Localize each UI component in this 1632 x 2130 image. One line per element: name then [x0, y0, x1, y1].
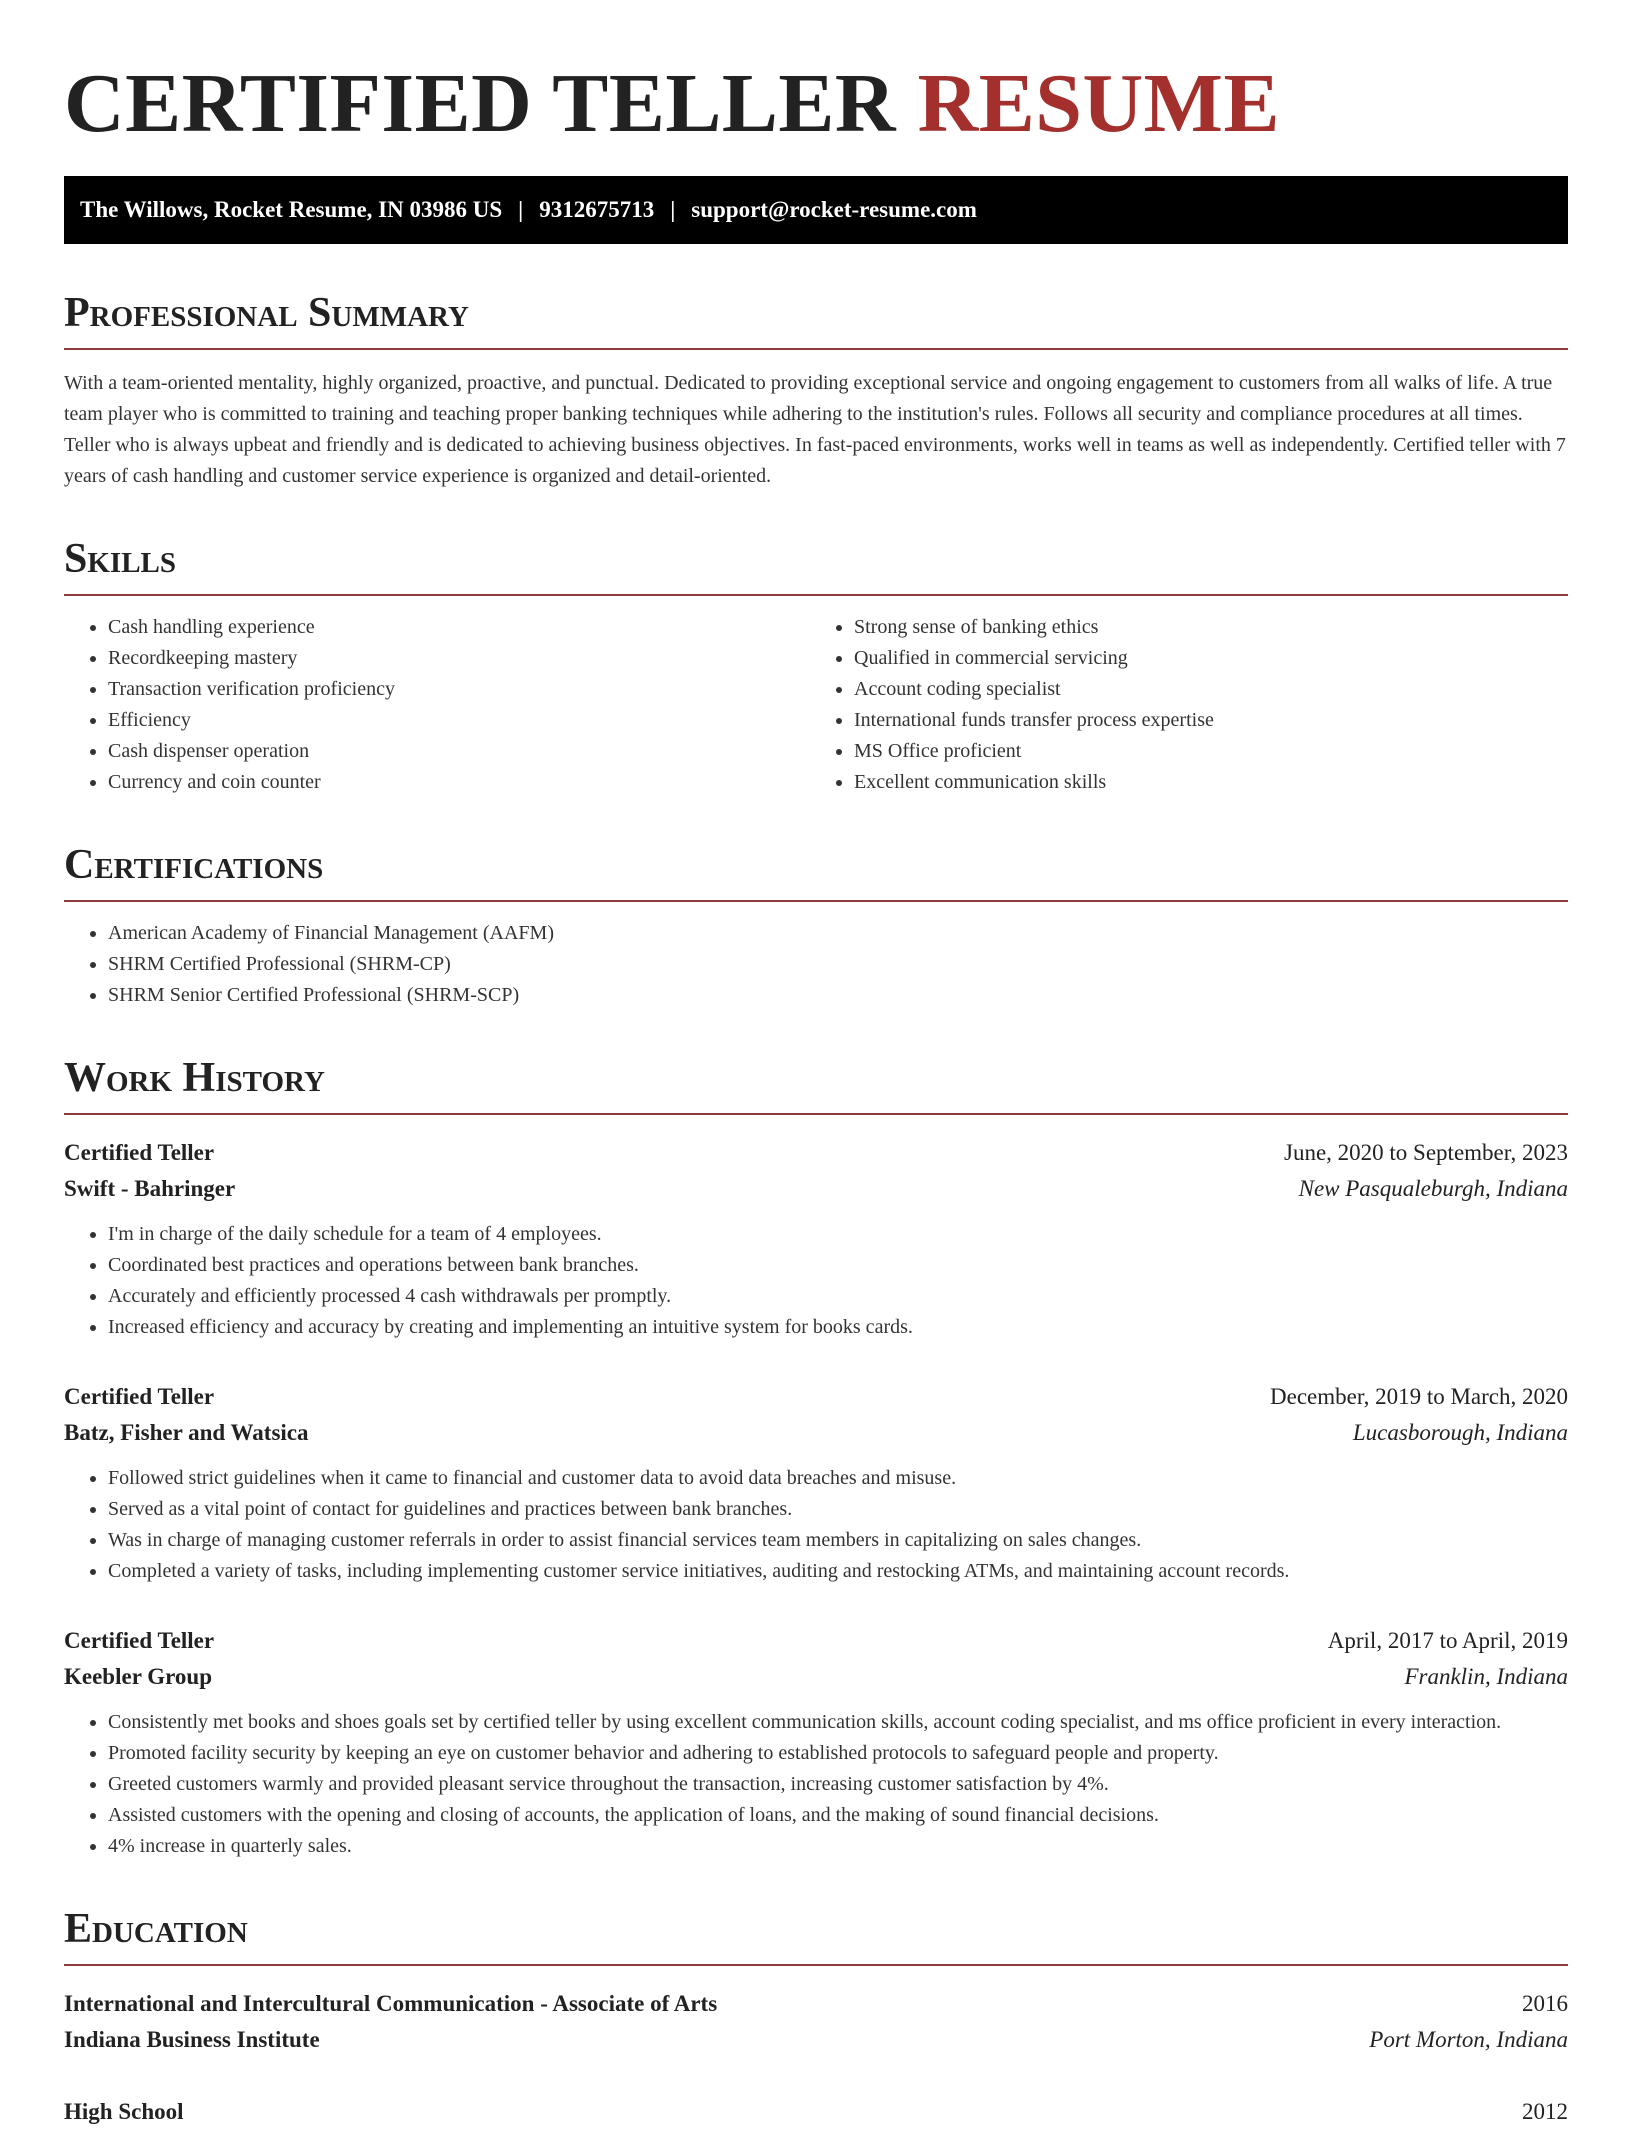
- contact-separator: |: [518, 197, 524, 222]
- job-title: Certified Teller: [64, 1384, 215, 1409]
- job-bullet: • Accurately and efficiently processed 4 cash withdrawals per promptly.: [108, 1281, 1568, 1312]
- skills-section: [64, 536, 1568, 798]
- education-location: Port Morton, Indiana: [1369, 2027, 1568, 2052]
- certification-item: • SHRM Senior Certified Professional (SHRM-SCP): [108, 980, 1568, 1011]
- job-dates: December, 2019 to March, 2020: [1270, 1384, 1568, 1409]
- job-bullet: • Followed strict guidelines when it came to financial and customer data to avoid data breaches and misuse.: [108, 1463, 1568, 1494]
- summary-text: With a team-oriented mentality, highly organized, proactive, and punctual. Dedicated to providing exceptional service and ongoing engagement to customers from all walks of life. A true team player who is committed to training and teaching proper banking techniques while adhering to the institution's rules. Follows all security and compliance procedures at all times. Teller who is always upbeat and friendly and is dedicated to achieving business objectives. In fast-paced environments, works well in teams as well as independently. Certified teller with 7 years of cash handling and customer service experience is organized and detail-oriented.: [64, 372, 1566, 487]
- job-title-row: [64, 1623, 1568, 1659]
- certifications-section: [64, 842, 1568, 1011]
- job-bullet: • Served as a vital point of contact for guidelines and practices between bank branches.: [108, 1494, 1568, 1525]
- job-bullet: • Completed a variety of tasks, including implementing customer service initiatives, auditing and restocking ATMs, and maintaining account records.: [108, 1556, 1568, 1587]
- job-company: Batz, Fisher and Watsica: [64, 1420, 309, 1445]
- education-year: 2012: [1522, 2099, 1568, 2124]
- job-bullet: • Was in charge of managing customer referrals in order to assist financial services team members in capitalizing on sales changes.: [108, 1525, 1568, 1556]
- job-bullets: [64, 1219, 1568, 1343]
- job-company: Swift - Bahringer: [64, 1176, 236, 1201]
- education-degree-row: [64, 1986, 1568, 2022]
- education-entry: [64, 2094, 1568, 2130]
- job-company-row: [64, 1659, 1568, 1695]
- certification-item: • American Academy of Financial Management (AAFM): [108, 918, 1568, 949]
- summary-section: [64, 290, 1568, 492]
- title-accent: RESUME: [917, 57, 1280, 150]
- job-company-row: [64, 1415, 1568, 1451]
- education-entry: [64, 1986, 1568, 2058]
- section-heading-education: Education: [64, 1906, 1568, 1966]
- skill-item: • Strong sense of banking ethics: [854, 612, 1568, 643]
- section-heading-work: Work History: [64, 1055, 1568, 1115]
- skill-item: • Efficiency: [108, 705, 816, 736]
- skills-grid: [64, 612, 1568, 798]
- education-school-row: [64, 2022, 1568, 2058]
- contact-email: support@rocket-resume.com: [691, 197, 977, 222]
- job-bullet: • Greeted customers warmly and provided pleasant service throughout the transaction, increasing customer satisfaction by 4%.: [108, 1769, 1568, 1800]
- contact-address: The Willows, Rocket Resume, IN 03986 US: [80, 197, 503, 222]
- skill-item: • Qualified in commercial servicing: [854, 643, 1568, 674]
- skill-item: • Recordkeeping mastery: [108, 643, 816, 674]
- job-bullet: • 4% increase in quarterly sales.: [108, 1831, 1568, 1862]
- skills-list-left: [64, 612, 816, 798]
- skill-item: • Cash handling experience: [108, 612, 816, 643]
- job-bullets: [64, 1463, 1568, 1587]
- job-dates: April, 2017 to April, 2019: [1327, 1628, 1568, 1653]
- job-title-row: [64, 1135, 1568, 1171]
- job-location: New Pasqualeburgh, Indiana: [1298, 1176, 1568, 1201]
- education-year: 2016: [1522, 1991, 1568, 2016]
- skill-item: • Transaction verification proficiency: [108, 674, 816, 705]
- skill-item: • Cash dispenser operation: [108, 736, 816, 767]
- job-company: Keebler Group: [64, 1664, 213, 1689]
- skill-item: • Account coding specialist: [854, 674, 1568, 705]
- contact-bar: [64, 176, 1568, 244]
- job-bullet: • Assisted customers with the opening and closing of accounts, the application of loans, and the making of sound financial decisions.: [108, 1800, 1568, 1831]
- work-history-section: [64, 1055, 1568, 1862]
- skill-item: • MS Office proficient: [854, 736, 1568, 767]
- job-bullets: [64, 1707, 1568, 1862]
- education-school: Indiana Business Institute: [64, 2027, 320, 2052]
- certification-item: • SHRM Certified Professional (SHRM-CP): [108, 949, 1568, 980]
- job-title: Certified Teller: [64, 1140, 215, 1165]
- section-heading-certifications: Certifications: [64, 842, 1568, 902]
- education-degree: International and Intercultural Communication - Associate of Arts: [64, 1991, 718, 2016]
- job-location: Franklin, Indiana: [1404, 1664, 1568, 1689]
- job-dates: June, 2020 to September, 2023: [1284, 1140, 1568, 1165]
- job-bullet: • Promoted facility security by keeping an eye on customer behavior and adhering to established protocols to safeguard people and property.: [108, 1738, 1568, 1769]
- education-section: [64, 1906, 1568, 2130]
- certifications-list: [64, 918, 1568, 1011]
- contact-separator: |: [670, 197, 676, 222]
- job-bullet: • Increased efficiency and accuracy by creating and implementing an intuitive system for books cards.: [108, 1312, 1568, 1343]
- skills-list-right: [816, 612, 1568, 798]
- skill-item: • Excellent communication skills: [854, 767, 1568, 798]
- contact-phone: 9312675713: [539, 197, 655, 222]
- section-heading-skills: Skills: [64, 536, 1568, 596]
- education-degree-row: [64, 2094, 1568, 2130]
- job-bullet: • I'm in charge of the daily schedule for a team of 4 employees.: [108, 1219, 1568, 1250]
- job-entry: [64, 1379, 1568, 1587]
- job-title: Certified Teller: [64, 1628, 215, 1653]
- job-bullet: • Coordinated best practices and operations between bank branches.: [108, 1250, 1568, 1281]
- job-company-row: [64, 1171, 1568, 1207]
- job-entry: [64, 1623, 1568, 1862]
- title-main: CERTIFIED TELLER: [64, 57, 897, 150]
- education-degree: High School: [64, 2099, 184, 2124]
- skill-item: • International funds transfer process expertise: [854, 705, 1568, 736]
- section-heading-summary: Professional Summary: [64, 290, 1568, 350]
- job-bullet: • Consistently met books and shoes goals set by certified teller by using excellent communication skills, account coding specialist, and ms office proficient in every interaction.: [108, 1707, 1568, 1738]
- job-location: Lucasborough, Indiana: [1352, 1420, 1568, 1445]
- job-title-row: [64, 1379, 1568, 1415]
- skill-item: • Currency and coin counter: [108, 767, 816, 798]
- job-entry: [64, 1135, 1568, 1343]
- resume-title: [64, 0, 1568, 148]
